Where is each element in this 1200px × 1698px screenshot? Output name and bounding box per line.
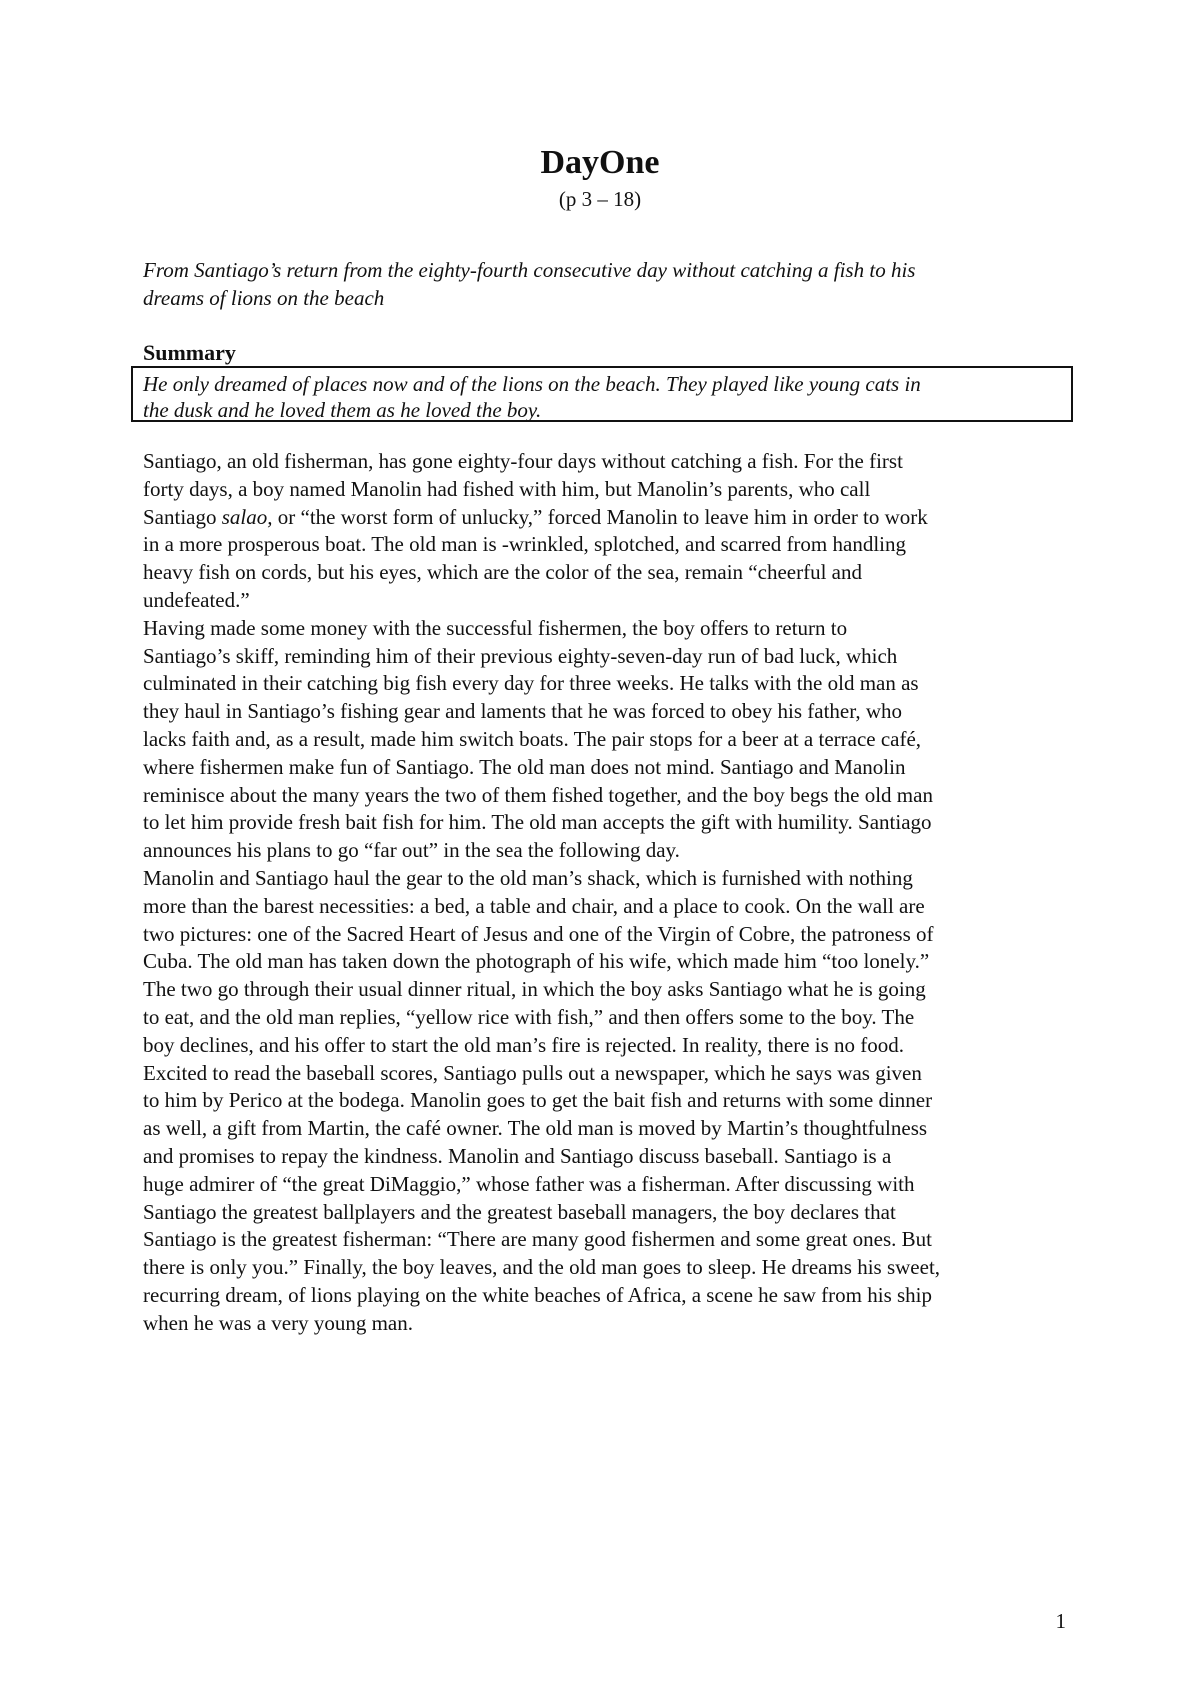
body-line	[143, 448, 1073, 476]
body-text-run: recurring dream, of lions playing on the white beaches of Africa, a scene he saw from his ship	[143, 1282, 932, 1307]
body-line	[143, 1004, 1073, 1032]
body-text-run: Santiago, an old fisherman, has gone eighty-four days without catching a fish. For the first	[143, 449, 903, 473]
body-line	[143, 670, 1073, 698]
chapter-subtitle	[143, 256, 1063, 312]
body-line	[143, 504, 1073, 532]
body-text-run: huge admirer of “the great DiMaggio,” whose father was a fisherman. After discussing with	[143, 1171, 915, 1196]
body-line	[143, 948, 1073, 976]
body-text-run: where fishermen make fun of Santiago. The old man does not mind. Santiago and Manolin	[143, 754, 906, 779]
body-text-run: to eat, and the old man replies, “yellow rice with fish,” and then offers some to the boy. The	[143, 1004, 915, 1029]
body-line	[143, 837, 1073, 865]
body-line	[143, 1254, 1073, 1282]
body-text-run: Having made some money with the successful fishermen, the boy offers to return to	[143, 615, 848, 640]
body-text-run: they haul in Santiago’s fishing gear and laments that he was forced to obey his father, who	[143, 699, 903, 724]
body-text-run: in a more prosperous boat. The old man is -wrinkled, splotched, and scarred from handling	[143, 532, 907, 557]
body-line	[143, 1087, 1073, 1115]
body-text-run: as well, a gift from Martin, the café owner. The old man is moved by Martin’s thoughtfulness	[143, 1116, 928, 1141]
body-line	[143, 1282, 1073, 1310]
body-text-run: Excited to read the baseball scores, Santiago pulls out a newspaper, which he says was given	[143, 1060, 922, 1085]
body-line	[143, 1032, 1073, 1060]
body-line	[143, 1199, 1073, 1227]
body-line	[143, 559, 1073, 587]
body-line	[143, 1171, 1073, 1199]
body-text-run: to him by Perico at the bodega. Manolin goes to get the bait fish and returns with some dinner	[143, 1088, 933, 1113]
body-text-run: two pictures: one of the Sacred Heart of Jesus and one of the Virgin of Cobre, the patroness of	[143, 921, 934, 946]
body-text-run: Manolin and Santiago haul the gear to the old man’s shack, which is furnished with nothing	[143, 865, 913, 890]
title-block	[0, 142, 1200, 212]
body-text-run: more than the barest necessities: a bed, a table and chair, and a place to cook. On the wall are	[143, 893, 925, 918]
body-line	[143, 1060, 1073, 1088]
body-line	[143, 1310, 1073, 1338]
summary-body	[143, 448, 1073, 1338]
body-text-run: and promises to repay the kindness. Manolin and Santiago discuss baseball. Santiago is a	[143, 1143, 892, 1168]
body-text-run: The two go through their usual dinner ritual, in which the boy asks Santiago what he is going	[143, 977, 926, 1002]
body-line	[143, 615, 1073, 643]
body-line	[143, 1115, 1073, 1143]
body-text-run: Santiago	[143, 504, 222, 529]
subtitle-line: From Santiago’s return from the eighty-fourth consecutive day without catching a fish to his	[143, 258, 916, 282]
body-line	[143, 782, 1073, 810]
body-text-run: Santiago’s skiff, reminding him of their previous eighty-seven-day run of bad luck, which	[143, 643, 898, 668]
body-line	[143, 921, 1073, 949]
page-title: DayOne	[540, 144, 660, 181]
body-text-run: heavy fish on cords, but his eyes, which are the color of the sea, remain “cheerful and	[143, 560, 862, 585]
body-text-run: culminated in their catching big fish every day for three weeks. He talks with the old man as	[143, 671, 919, 696]
body-text-run: to let him provide fresh bait fish for him. The old man accepts the gift with humility. Santiago	[143, 810, 932, 835]
body-text-run: there is only you.” Finally, the boy leaves, and the old man goes to sleep. He dreams his sweet,	[143, 1255, 941, 1280]
body-line	[143, 809, 1073, 837]
page-number: 1	[1055, 1609, 1066, 1633]
body-line	[143, 726, 1073, 754]
body-line	[143, 698, 1073, 726]
quote-line: He only dreamed of places now and of the lions on the beach. They played like young cats in	[143, 372, 921, 396]
body-line	[143, 1226, 1073, 1254]
body-text-run: Cuba. The old man has taken down the photograph of his wife, which made him “too lonely.”	[143, 949, 930, 974]
body-text-run: Santiago the greatest ballplayers and the greatest baseball managers, the boy declares that	[143, 1199, 896, 1224]
body-line	[143, 754, 1073, 782]
body-line	[143, 1143, 1073, 1171]
body-text-run: reminisce about the many years the two of them fished together, and the boy begs the old man	[143, 782, 933, 807]
body-line	[143, 476, 1073, 504]
body-text-run: forty days, a boy named Manolin had fished with him, but Manolin’s parents, who call	[143, 476, 871, 501]
body-text-run: boy declines, and his offer to start the old man’s fire is rejected. In reality, there is no food.	[143, 1032, 905, 1057]
quote-line: the dusk and he loved them as he loved the boy.	[143, 398, 542, 422]
quote-box	[131, 366, 1073, 422]
body-line	[143, 587, 1073, 615]
body-line	[143, 893, 1073, 921]
body-line	[143, 865, 1073, 893]
body-text-run: or “the worst form of unlucky,” forced Manolin to leave him in order to work	[272, 504, 928, 529]
body-line	[143, 976, 1073, 1004]
page-range: (p 3 – 18)	[558, 187, 642, 211]
summary-heading: Summary	[143, 340, 236, 365]
body-text-run: lacks faith and, as a result, made him switch boats. The pair stops for a beer at a terrace café,	[143, 726, 922, 751]
body-line	[143, 531, 1073, 559]
body-text-run: announces his plans to go “far out” in the sea the following day.	[143, 838, 680, 863]
body-text-run: Santiago is the greatest fisherman: “There are many good fishermen and some great ones. But	[143, 1227, 932, 1252]
body-text-run: when he was a very young man.	[143, 1310, 414, 1335]
body-line	[143, 643, 1073, 671]
italic-term: salao,	[221, 504, 273, 529]
subtitle-line: dreams of lions on the beach	[143, 286, 385, 310]
body-text-run: undefeated.”	[143, 587, 250, 612]
